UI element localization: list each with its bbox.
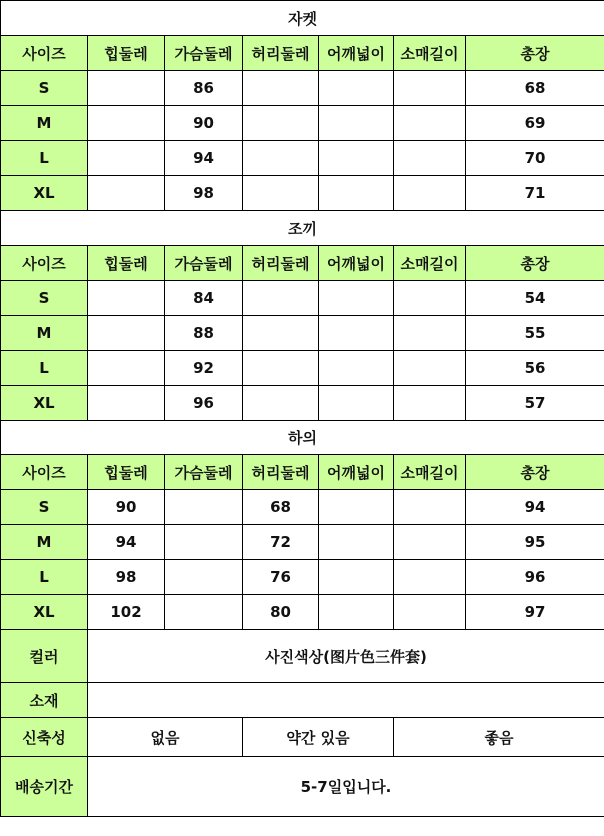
length-cell: 68: [466, 71, 604, 106]
chest-cell: 86: [165, 71, 243, 106]
waist-cell: 72: [243, 525, 319, 560]
sleeve-cell: [394, 316, 466, 351]
size-cell: XL: [1, 595, 88, 630]
sleeve-cell: [394, 560, 466, 595]
chest-cell: 84: [165, 281, 243, 316]
col-header-waist: 허리둘레: [243, 246, 319, 281]
col-header-length: 총장: [466, 36, 604, 71]
stretch-label: 신축성: [1, 718, 88, 757]
shoulder-cell: [319, 525, 394, 560]
table-row: [1, 351, 604, 386]
hip-cell: [88, 386, 165, 421]
waist-cell: [243, 281, 319, 316]
section-title-pants: 하의: [1, 421, 604, 455]
col-header-hip: 힙둘레: [88, 36, 165, 71]
col-header-size: 사이즈: [1, 246, 88, 281]
color-row: [1, 630, 604, 683]
section-title-jacket: 자켓: [1, 1, 604, 36]
col-header-chest: 가슴둘레: [165, 36, 243, 71]
chest-cell: [165, 595, 243, 630]
hip-cell: 102: [88, 595, 165, 630]
column-header-row: [1, 455, 604, 490]
length-cell: 54: [466, 281, 604, 316]
table-row: [1, 176, 604, 211]
shipping-value: 5-7일입니다.: [88, 757, 604, 817]
table-row: [1, 316, 604, 351]
col-header-shoulder: 어깨넓이: [319, 455, 394, 490]
sleeve-cell: [394, 525, 466, 560]
stretch-option-slight: 약간 있음: [243, 718, 394, 757]
table-row: [1, 490, 604, 525]
chest-cell: 98: [165, 176, 243, 211]
material-row: [1, 683, 604, 718]
length-cell: 95: [466, 525, 604, 560]
length-cell: 57: [466, 386, 604, 421]
hip-cell: 98: [88, 560, 165, 595]
chest-cell: [165, 490, 243, 525]
stretch-option-none: 없음: [88, 718, 243, 757]
chest-cell: 92: [165, 351, 243, 386]
color-value: 사진색상(图片色三件套): [88, 630, 604, 683]
table-row: [1, 106, 604, 141]
hip-cell: [88, 281, 165, 316]
shoulder-cell: [319, 176, 394, 211]
hip-cell: [88, 351, 165, 386]
shoulder-cell: [319, 595, 394, 630]
section-title-vest: 조끼: [1, 211, 604, 246]
length-cell: 94: [466, 490, 604, 525]
section-title-row: [1, 421, 604, 455]
column-header-row: [1, 36, 604, 71]
sleeve-cell: [394, 351, 466, 386]
size-cell: XL: [1, 386, 88, 421]
waist-cell: [243, 71, 319, 106]
length-cell: 70: [466, 141, 604, 176]
table-row: [1, 281, 604, 316]
size-cell: S: [1, 490, 88, 525]
col-header-shoulder: 어깨넓이: [319, 246, 394, 281]
size-cell: M: [1, 106, 88, 141]
col-header-sleeve: 소매길이: [394, 246, 466, 281]
shoulder-cell: [319, 386, 394, 421]
hip-cell: 90: [88, 490, 165, 525]
size-cell: XL: [1, 176, 88, 211]
size-cell: S: [1, 281, 88, 316]
sleeve-cell: [394, 176, 466, 211]
length-cell: 71: [466, 176, 604, 211]
shoulder-cell: [319, 560, 394, 595]
length-cell: 56: [466, 351, 604, 386]
color-label: 컬러: [1, 630, 88, 683]
chest-cell: 90: [165, 106, 243, 141]
size-cell: M: [1, 316, 88, 351]
sleeve-cell: [394, 71, 466, 106]
hip-cell: [88, 316, 165, 351]
stretch-option-good: 좋음: [394, 718, 604, 757]
col-header-sleeve: 소매길이: [394, 36, 466, 71]
col-header-shoulder: 어깨넓이: [319, 36, 394, 71]
sleeve-cell: [394, 595, 466, 630]
table-row: [1, 560, 604, 595]
shipping-label: 배송기간: [1, 757, 88, 817]
chest-cell: 88: [165, 316, 243, 351]
col-header-sleeve: 소매길이: [394, 455, 466, 490]
length-cell: 97: [466, 595, 604, 630]
waist-cell: [243, 351, 319, 386]
waist-cell: [243, 176, 319, 211]
chest-cell: [165, 525, 243, 560]
hip-cell: [88, 71, 165, 106]
sleeve-cell: [394, 141, 466, 176]
shoulder-cell: [319, 281, 394, 316]
section-title-row: [1, 211, 604, 246]
table-row: [1, 71, 604, 106]
shoulder-cell: [319, 106, 394, 141]
col-header-waist: 허리둘레: [243, 455, 319, 490]
material-value: [88, 683, 604, 718]
col-header-chest: 가슴둘레: [165, 246, 243, 281]
section-title-row: [1, 1, 604, 36]
hip-cell: [88, 141, 165, 176]
col-header-size: 사이즈: [1, 455, 88, 490]
col-header-length: 총장: [466, 246, 604, 281]
waist-cell: [243, 386, 319, 421]
col-header-waist: 허리둘레: [243, 36, 319, 71]
waist-cell: [243, 316, 319, 351]
size-cell: L: [1, 351, 88, 386]
column-header-row: [1, 246, 604, 281]
col-header-hip: 힙둘레: [88, 246, 165, 281]
shoulder-cell: [319, 351, 394, 386]
waist-cell: 76: [243, 560, 319, 595]
hip-cell: 94: [88, 525, 165, 560]
waist-cell: [243, 141, 319, 176]
shoulder-cell: [319, 316, 394, 351]
waist-cell: 68: [243, 490, 319, 525]
chest-cell: [165, 560, 243, 595]
col-header-length: 총장: [466, 455, 604, 490]
table-row: [1, 595, 604, 630]
sleeve-cell: [394, 490, 466, 525]
size-cell: M: [1, 525, 88, 560]
stretch-row: [1, 718, 604, 757]
table-row: [1, 525, 604, 560]
sleeve-cell: [394, 281, 466, 316]
sleeve-cell: [394, 386, 466, 421]
waist-cell: [243, 106, 319, 141]
hip-cell: [88, 176, 165, 211]
chest-cell: 94: [165, 141, 243, 176]
table-row: [1, 141, 604, 176]
sleeve-cell: [394, 106, 466, 141]
shipping-row: [1, 757, 604, 817]
col-header-size: 사이즈: [1, 36, 88, 71]
size-cell: L: [1, 141, 88, 176]
material-label: 소재: [1, 683, 88, 718]
col-header-chest: 가슴둘레: [165, 455, 243, 490]
length-cell: 55: [466, 316, 604, 351]
size-cell: L: [1, 560, 88, 595]
size-cell: S: [1, 71, 88, 106]
length-cell: 96: [466, 560, 604, 595]
shoulder-cell: [319, 141, 394, 176]
col-header-hip: 힙둘레: [88, 455, 165, 490]
length-cell: 69: [466, 106, 604, 141]
shoulder-cell: [319, 490, 394, 525]
waist-cell: 80: [243, 595, 319, 630]
shoulder-cell: [319, 71, 394, 106]
hip-cell: [88, 106, 165, 141]
table-row: [1, 386, 604, 421]
chest-cell: 96: [165, 386, 243, 421]
